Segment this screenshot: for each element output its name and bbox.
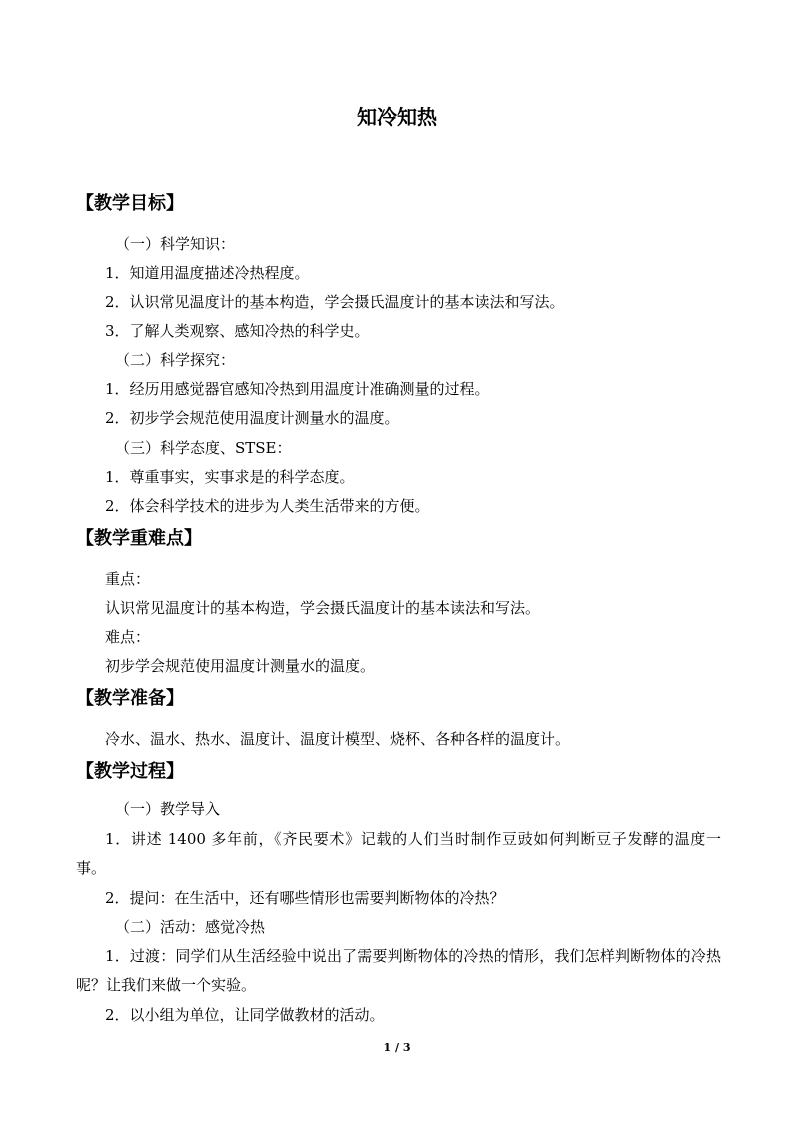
key-point-text: 认识常见温度计的基本构造，学会摄氏温度计的基本读法和写法。	[105, 599, 541, 617]
paragraph: 2．提问：在生活中，还有哪些情形也需要判断物体的冷热？	[105, 889, 505, 907]
section-heading-objectives: 【教学目标】	[76, 193, 184, 214]
section-heading-preparation: 【教学准备】	[76, 688, 184, 709]
list-item: 2．初步学会规范使用温度计测量水的温度。	[105, 409, 400, 427]
section-heading-process: 【教学过程】	[76, 761, 184, 782]
preparation-text: 冷水、温水、热水、温度计、温度计模型、烧杯、各种各样的温度计。	[105, 730, 571, 748]
difficult-point-label: 难点：	[105, 628, 151, 646]
difficult-point-text: 初步学会规范使用温度计测量水的温度。	[105, 657, 376, 675]
document-title: 知冷知热	[357, 105, 437, 129]
list-item: 3．了解人类观察、感知冷热的科学史。	[105, 322, 370, 340]
key-point-label: 重点：	[105, 570, 151, 588]
subheading-activity: （二）活动：感觉冷热	[115, 918, 266, 936]
page-number: 1 / 3	[383, 1041, 411, 1054]
list-item: 2．认识常见温度计的基本构造，学会摄氏温度计的基本读法和写法。	[105, 293, 565, 311]
list-item: 1．知道用温度描述冷热程度。	[105, 264, 310, 282]
paragraph: 2．以小组为单位，让同学做教材的活动。	[105, 1006, 385, 1024]
list-item: 1．尊重事实，实事求是的科学态度。	[105, 468, 355, 486]
section-heading-key-points: 【教学重难点】	[76, 528, 202, 549]
subheading-introduction: （一）教学导入	[115, 800, 221, 818]
paragraph: 1．讲述 1400 多年前，《齐民要术》记载的人们当时制作豆豉如何判断豆子发酵的温度一事。	[76, 830, 721, 877]
subheading-science-knowledge: （一）科学知识：	[115, 235, 236, 253]
subheading-science-attitude: （三）科学态度、STSE：	[115, 439, 292, 457]
list-item: 2．体会科学技术的进步为人类生活带来的方便。	[105, 497, 430, 515]
subheading-science-inquiry: （二）科学探究：	[115, 351, 236, 369]
paragraph: 1．过渡：同学们从生活经验中说出了需要判断物体的冷热的情形，我们怎样判断物体的冷热呢？让我们来做一个实验。	[76, 947, 721, 994]
list-item: 1．经历用感觉器官感知冷热到用温度计准确测量的过程。	[105, 380, 490, 398]
